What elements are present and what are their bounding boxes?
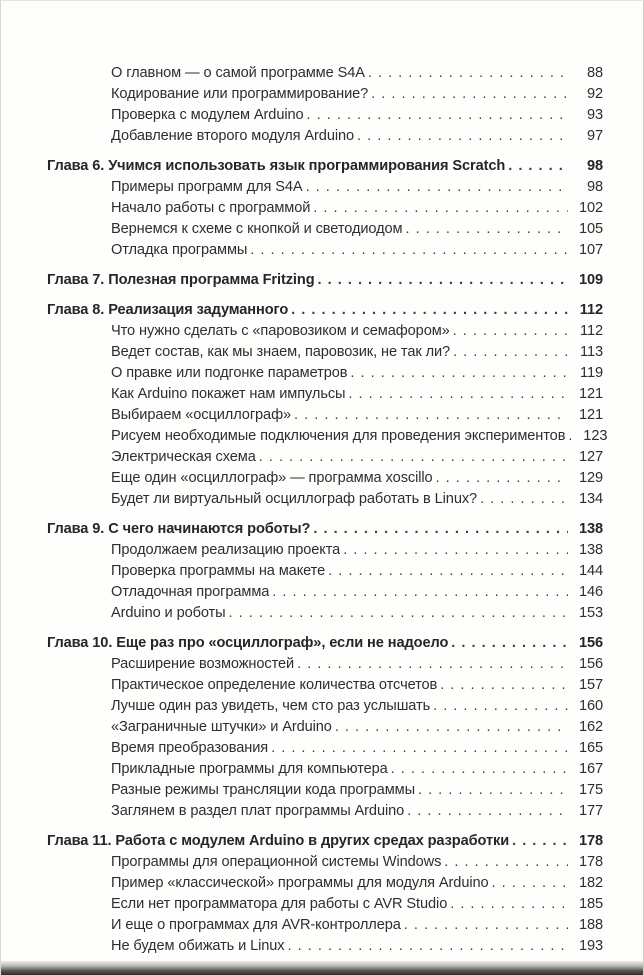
toc-entry-page-number: 129 bbox=[578, 470, 603, 486]
toc-section bbox=[47, 633, 603, 822]
toc-chapter-heading bbox=[47, 300, 603, 321]
dot-leader bbox=[328, 561, 568, 582]
toc-entry-title: Вернемся к схеме с кнопкой и светодиодом bbox=[111, 221, 403, 237]
toc-section bbox=[47, 270, 603, 291]
dot-leader bbox=[391, 759, 568, 780]
toc-entry-page-number: 97 bbox=[586, 128, 603, 144]
toc-entry-page-number: 121 bbox=[578, 386, 603, 402]
toc-entry bbox=[47, 540, 603, 561]
toc-entry-page-number: 175 bbox=[578, 782, 603, 798]
toc-chapter-heading-title: Глава 9. С чего начинаются роботы? bbox=[47, 521, 311, 537]
toc-entry-title: Продолжаем реализацию проекта bbox=[111, 542, 341, 558]
toc-chapter-heading-page-number: 112 bbox=[579, 302, 603, 318]
toc-entry-title: Пример «классической» программы для модуля Arduino bbox=[111, 875, 489, 891]
toc-entry-title: Отладка программы bbox=[111, 242, 248, 258]
toc-entry-page-number: 162 bbox=[578, 719, 603, 735]
toc-entry-title: Лучше один раз увидеть, чем сто раз услышать bbox=[111, 698, 431, 714]
dot-leader bbox=[433, 696, 568, 717]
toc-entry-page-number: 92 bbox=[586, 86, 603, 102]
dot-leader bbox=[318, 270, 568, 291]
toc-entry bbox=[47, 468, 603, 489]
toc-entry-page-number: 177 bbox=[578, 803, 603, 819]
toc-entry-page-number: 185 bbox=[578, 896, 603, 912]
dot-leader bbox=[371, 84, 568, 105]
toc-chapter-heading-page-number: 138 bbox=[578, 521, 603, 537]
toc-entry bbox=[47, 405, 603, 426]
toc-entry-title: Рисуем необходимые подключения для проведения экспериментов bbox=[111, 428, 566, 444]
toc-section bbox=[47, 831, 603, 957]
toc-entry bbox=[47, 738, 603, 759]
dot-leader bbox=[492, 873, 568, 894]
toc-entry bbox=[47, 801, 603, 822]
dot-leader bbox=[288, 936, 568, 957]
dot-leader bbox=[307, 105, 568, 126]
dot-leader bbox=[343, 540, 568, 561]
dot-leader bbox=[453, 321, 568, 342]
toc-entry-title: Проверка программы на макете bbox=[111, 563, 326, 579]
dot-leader bbox=[297, 654, 568, 675]
dot-leader bbox=[418, 780, 568, 801]
toc-entry-page-number: 93 bbox=[586, 107, 603, 123]
dot-leader bbox=[229, 603, 568, 624]
toc-entry-title: Ведет состав, как мы знаем, паровозик, не так ли? bbox=[111, 344, 451, 360]
toc-chapter-heading-page-number: 98 bbox=[586, 158, 603, 174]
toc-entry-page-number: 121 bbox=[578, 407, 603, 423]
toc-entry-page-number: 165 bbox=[578, 740, 603, 756]
toc-entry bbox=[47, 63, 603, 84]
dot-leader bbox=[368, 63, 568, 84]
toc-entry bbox=[47, 936, 603, 957]
toc-chapter-heading bbox=[47, 156, 603, 177]
page-edge-shadow bbox=[1, 961, 643, 975]
dot-leader bbox=[407, 801, 568, 822]
toc-entry bbox=[47, 582, 603, 603]
toc-entry-page-number: 157 bbox=[578, 677, 603, 693]
toc-entry-title: Если нет программатора для работы с AVR Studio bbox=[111, 896, 448, 912]
toc-section bbox=[47, 63, 603, 147]
toc-entry-title: Кодирование или программирование? bbox=[111, 86, 369, 102]
toc-entry bbox=[47, 894, 603, 915]
toc-entry bbox=[47, 177, 603, 198]
toc-chapter-heading bbox=[47, 519, 603, 540]
toc-entry bbox=[47, 342, 603, 363]
toc-chapter-heading-title: Глава 11. Работа с модулем Arduino в других средах разработки bbox=[47, 833, 510, 849]
toc-list bbox=[47, 63, 608, 957]
toc-entry-page-number: 119 bbox=[580, 365, 603, 381]
toc-entry-title: Расширение возможностей bbox=[111, 656, 295, 672]
dot-leader bbox=[313, 519, 568, 540]
toc-entry-title: Прикладные программы для компьютера bbox=[111, 761, 388, 777]
toc-entry bbox=[47, 198, 603, 219]
toc-entry-page-number: 144 bbox=[578, 563, 603, 579]
toc-section bbox=[47, 300, 608, 510]
toc-entry-title: Отладочная программа bbox=[111, 584, 270, 600]
toc-entry-page-number: 113 bbox=[580, 344, 603, 360]
toc-entry-page-number: 105 bbox=[578, 221, 603, 237]
toc-chapter-heading-page-number: 156 bbox=[578, 635, 603, 651]
toc-chapter-heading-title: Глава 7. Полезная программа Fritzing bbox=[47, 272, 315, 288]
toc-chapter-heading bbox=[47, 831, 603, 852]
toc-entry-title: Что нужно сделать с «паровозиком и семафором» bbox=[111, 323, 450, 339]
dot-leader bbox=[306, 177, 568, 198]
toc-entry bbox=[47, 717, 603, 738]
toc-entry bbox=[47, 219, 603, 240]
toc-entry-page-number: 98 bbox=[586, 179, 603, 195]
dot-leader bbox=[453, 342, 568, 363]
toc-section bbox=[47, 519, 603, 624]
toc-entry-title: Проверка с модулем Arduino bbox=[111, 107, 304, 123]
toc-entry-title: Время преобразования bbox=[111, 740, 269, 756]
dot-leader bbox=[272, 582, 568, 603]
toc-entry-page-number: 88 bbox=[586, 65, 603, 81]
dot-leader bbox=[512, 831, 568, 852]
dot-leader bbox=[450, 894, 568, 915]
toc-entry-page-number: 167 bbox=[578, 761, 603, 777]
toc-entry-title: Разные режимы трансляции кода программы bbox=[111, 782, 415, 798]
toc-entry bbox=[47, 105, 603, 126]
toc-entry-page-number: 188 bbox=[578, 917, 603, 933]
toc-entry-page-number: 178 bbox=[578, 854, 603, 870]
toc-entry-page-number: 146 bbox=[578, 584, 603, 600]
dot-leader bbox=[405, 219, 568, 240]
dot-leader bbox=[250, 240, 568, 261]
toc-chapter-heading-page-number: 109 bbox=[578, 272, 603, 288]
toc-entry-title: О правке или подгонке параметров bbox=[111, 365, 348, 381]
toc-entry-title: Выбираем «осциллограф» bbox=[111, 407, 292, 423]
dot-leader bbox=[451, 633, 568, 654]
toc-entry-page-number: 193 bbox=[578, 938, 603, 954]
toc-entry-title: Электрическая схема bbox=[111, 449, 256, 465]
toc-entry bbox=[47, 489, 603, 510]
dot-leader bbox=[294, 405, 568, 426]
toc-entry bbox=[47, 696, 603, 717]
toc-entry bbox=[47, 240, 603, 261]
toc-chapter-heading bbox=[47, 633, 603, 654]
toc-entry bbox=[47, 363, 603, 384]
dot-leader bbox=[291, 300, 568, 321]
toc-entry bbox=[47, 426, 608, 447]
toc-entry-page-number: 138 bbox=[578, 542, 603, 558]
toc-entry-title: Как Arduino покажет нам импульсы bbox=[111, 386, 346, 402]
dot-leader bbox=[271, 738, 568, 759]
dot-leader bbox=[404, 915, 568, 936]
toc-entry bbox=[47, 384, 603, 405]
dot-leader bbox=[357, 126, 568, 147]
dot-leader bbox=[508, 156, 568, 177]
toc-entry bbox=[47, 852, 603, 873]
toc-entry-title: Добавление второго модуля Arduino bbox=[111, 128, 355, 144]
toc-entry bbox=[47, 561, 603, 582]
toc-entry bbox=[47, 84, 603, 105]
toc-entry-title: Начало работы с программой bbox=[111, 200, 311, 216]
toc-entry-title: Программы для операционной системы Windows bbox=[111, 854, 442, 870]
toc-chapter-heading bbox=[47, 270, 603, 291]
toc-entry bbox=[47, 675, 603, 696]
dot-leader bbox=[348, 384, 568, 405]
toc-entry bbox=[47, 654, 603, 675]
toc-entry-title: Практическое определение количества отсчетов bbox=[111, 677, 438, 693]
toc-entry bbox=[47, 321, 603, 342]
toc-entry-page-number: 107 bbox=[578, 242, 603, 258]
toc-entry-page-number: 153 bbox=[578, 605, 603, 621]
toc-entry bbox=[47, 780, 603, 801]
toc-entry bbox=[47, 873, 603, 894]
dot-leader bbox=[259, 447, 568, 468]
toc-entry-page-number: 134 bbox=[578, 491, 603, 507]
dot-leader bbox=[444, 852, 568, 873]
toc-entry-title: Еще один «осциллограф» — программа xoscillo bbox=[111, 470, 433, 486]
dot-leader bbox=[440, 675, 568, 696]
dot-leader bbox=[313, 198, 568, 219]
dot-leader bbox=[335, 717, 568, 738]
toc-chapter-heading-title: Глава 8. Реализация задуманного bbox=[47, 302, 289, 318]
toc-entry-title: «Заграничные штучки» и Arduino bbox=[111, 719, 332, 735]
toc-entry-title: О главном — о самой программе S4A bbox=[111, 65, 365, 81]
dot-leader bbox=[480, 489, 568, 510]
dot-leader bbox=[568, 426, 572, 447]
toc-entry-page-number: 102 bbox=[578, 200, 603, 216]
toc-entry bbox=[47, 915, 603, 936]
toc-entry bbox=[47, 126, 603, 147]
toc-entry-title: Не будем обижать и Linux bbox=[111, 938, 285, 954]
toc-chapter-heading-title: Глава 6. Учимся использовать язык программирования Scratch bbox=[47, 158, 506, 174]
toc-entry bbox=[47, 759, 603, 780]
toc-entry-title: Заглянем в раздел плат программы Arduino bbox=[111, 803, 405, 819]
toc-chapter-heading-title: Глава 10. Еще раз про «осциллограф», если не надоело bbox=[47, 635, 449, 651]
toc-entry bbox=[47, 447, 603, 468]
toc-entry-title: И еще о программах для AVR-контроллера bbox=[111, 917, 401, 933]
toc-entry-page-number: 182 bbox=[578, 875, 603, 891]
toc-entry-page-number: 127 bbox=[578, 449, 603, 465]
toc-chapter-heading-page-number: 178 bbox=[578, 833, 603, 849]
toc-entry-page-number: 160 bbox=[578, 698, 603, 714]
toc-entry bbox=[47, 603, 603, 624]
toc-entry-page-number: 112 bbox=[580, 323, 603, 339]
toc-entry-title: Примеры программ для S4A bbox=[111, 179, 303, 195]
toc-section bbox=[47, 156, 603, 261]
dot-leader bbox=[350, 363, 568, 384]
dot-leader bbox=[436, 468, 568, 489]
toc-entry-page-number: 156 bbox=[578, 656, 603, 672]
toc-entry-title: Будет ли виртуальный осциллограф работать в Linux? bbox=[111, 491, 478, 507]
toc-entry-page-number: 123 bbox=[583, 428, 608, 444]
toc-entry-title: Arduino и роботы bbox=[111, 605, 226, 621]
